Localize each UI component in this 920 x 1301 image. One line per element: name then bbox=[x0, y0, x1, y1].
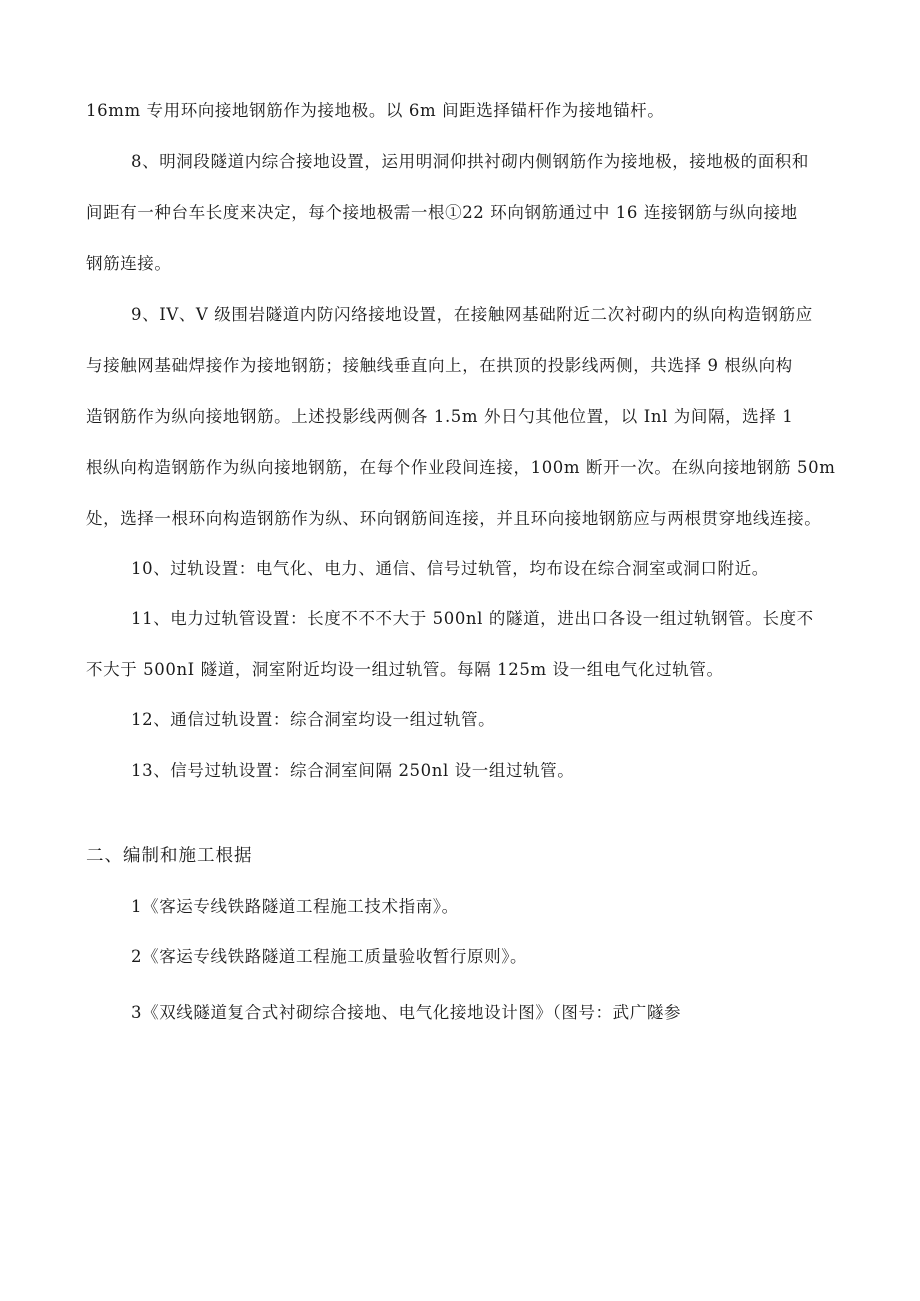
paragraph-line: 根纵向构造钢筋作为纵向接地钢筋，在每个作业段间连接，100m 断开一次。在纵向接地钢筋 50m bbox=[86, 458, 836, 477]
paragraph-line: 16mm 专用环向接地钢筋作为接地极。以 6m 间距选择锚杆作为接地锚杆。 bbox=[86, 101, 665, 120]
paragraph-line: 钢筋连接。 bbox=[86, 254, 172, 273]
section-heading: 二、编制和施工根据 bbox=[86, 846, 253, 866]
paragraph-line: 间距有一种台车长度来决定，每个接地极需一根①22 环向钢筋通过中 16 连接钢筋与纵向接地 bbox=[86, 203, 798, 222]
paragraph-line: 13、信号过轨设置：综合洞室间隔 250nl 设一组过轨管。 bbox=[131, 761, 575, 780]
paragraph-line: 9、IV、V 级围岩隧道内防闪络接地设置，在接触网基础附近二次衬砌内的纵向构造钢筋应 bbox=[131, 305, 813, 324]
reference-item: 2《客运专线铁路隧道工程施工质量验收暂行原则》。 bbox=[131, 947, 528, 966]
reference-item: 3《双线隧道复合式衬砌综合接地、电气化接地设计图》（图号：武广隧参 bbox=[131, 1003, 682, 1022]
paragraph-line: 10、过轨设置：电气化、电力、通信、信号过轨管，均布设在综合洞室或洞口附近。 bbox=[131, 559, 769, 578]
paragraph-line: 8、明洞段隧道内综合接地设置，运用明洞仰拱衬砌内侧钢筋作为接地极，接地极的面积和 bbox=[131, 152, 809, 171]
paragraph-line: 处，选择一根环向构造钢筋作为纵、环向钢筋间连接，并且环向接地钢筋应与两根贯穿地线连接。 bbox=[86, 509, 822, 528]
paragraph-line: 不大于 500nI 隧道，洞室附近均设一组过轨管。每隔 125m 设一组电气化过轨管。 bbox=[86, 660, 724, 679]
paragraph-line: 造钢筋作为纵向接地钢筋。上述投影线两侧各 1.5m 外日勺其他位置，以 Inl 为间隔，选择 1 bbox=[86, 407, 794, 426]
paragraph-line: 11、电力过轨管设置：长度不不不大于 500nl 的隧道，进出口各设一组过轨钢管。长度不 bbox=[131, 609, 814, 628]
paragraph-line: 12、通信过轨设置：综合洞室均设一组过轨管。 bbox=[131, 710, 496, 729]
reference-item: 1《客运专线铁路隧道工程施工技术指南》。 bbox=[131, 897, 459, 916]
paragraph-line: 与接触网基础焊接作为接地钢筋；接触线垂直向上，在拱顶的投影线两侧，共选择 9 根纵向构 bbox=[86, 356, 793, 375]
